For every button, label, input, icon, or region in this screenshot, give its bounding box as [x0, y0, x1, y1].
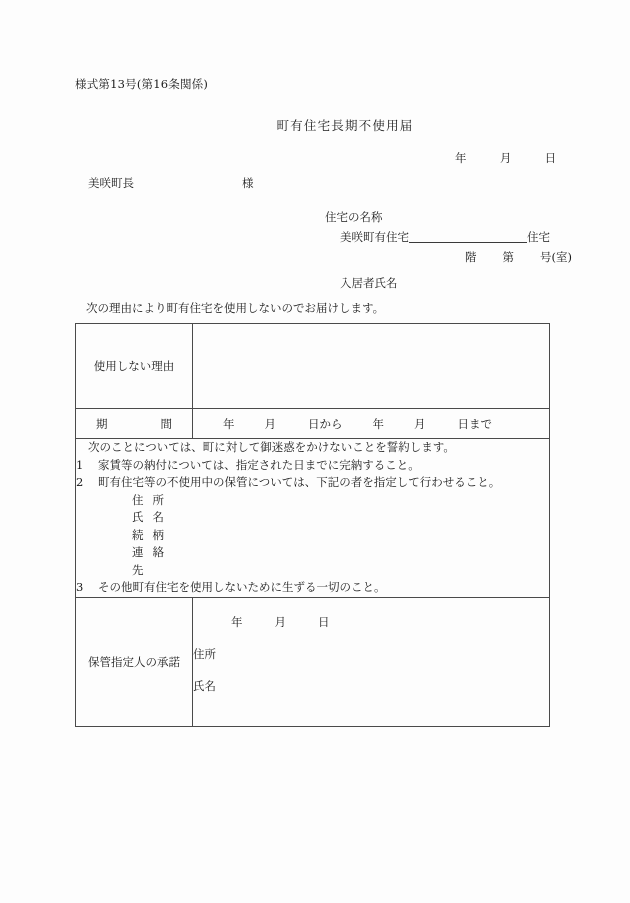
- page-title: 町有住宅長期不使用届: [276, 118, 414, 133]
- pledge-item-3-number: 3: [76, 580, 84, 594]
- form-table: [75, 323, 550, 727]
- housing-info-block: [325, 207, 572, 293]
- reason-input[interactable]: [193, 324, 550, 409]
- housing-name-label: 住宅の名称: [325, 210, 383, 224]
- pledge-block: [76, 439, 550, 598]
- form-code: 様式第13号(第16条関係): [75, 77, 209, 91]
- period-start-month-label: 月: [264, 416, 276, 431]
- pledge-subfield-name-label: 氏名: [132, 510, 164, 524]
- pledge-item-1-number: 1: [76, 457, 84, 472]
- consent-body: [193, 597, 550, 726]
- unit-number-suffix: 号(室): [540, 250, 572, 264]
- housing-unit-row: [443, 247, 572, 267]
- pledge-item-2-text: 町有住宅等の不使用中の保管については、下記の者を指定して行わせること。: [98, 475, 501, 489]
- date-day-label: 日: [544, 151, 557, 165]
- table-row-pledge: [76, 439, 550, 598]
- pledge-subfield-address[interactable]: [76, 492, 549, 510]
- reason-label: 使用しない理由: [76, 324, 193, 409]
- submission-date-line: [455, 150, 556, 166]
- housing-name-input[interactable]: [409, 242, 527, 243]
- intro-sentence: 次の理由により町有住宅を使用しないのでお届けします。: [86, 301, 385, 315]
- consent-name-label: 氏名: [193, 678, 216, 693]
- pledge-subfield-contact-label: 連絡先: [132, 545, 164, 577]
- period-start-year-label: 年: [223, 416, 235, 431]
- consent-name-row[interactable]: [193, 678, 549, 694]
- occupant-name-label: 入居者氏名: [340, 276, 398, 290]
- pledge-subfield-relation[interactable]: [76, 527, 549, 545]
- period-dates-cell[interactable]: [193, 409, 550, 439]
- period-label-text: 期間: [96, 416, 172, 431]
- pledge-item-1-text: 家賃等の納付については、指定された日までに完納すること。: [98, 457, 420, 472]
- consent-label: 保管指定人の承諾: [76, 597, 193, 726]
- table-row-reason: [76, 324, 550, 409]
- consent-date-month-label: 月: [274, 614, 286, 629]
- pledge-subfield-contact[interactable]: [76, 544, 549, 579]
- table-row-consent: [76, 597, 550, 726]
- date-year-label: 年: [455, 151, 467, 165]
- pledge-item-3-text: その他町有住宅を使用しないために生ずる一切のこと。: [98, 580, 386, 594]
- addressee-honorific: 様: [242, 176, 254, 190]
- addressee-line: [88, 175, 254, 191]
- period-start-day-label: 日から: [308, 416, 343, 431]
- housing-name-prefix: 美咲町有住宅: [340, 230, 409, 244]
- period-end-year-label: 年: [372, 416, 384, 431]
- date-month-label: 月: [499, 151, 512, 165]
- pledge-subfield-relation-label: 続柄: [132, 527, 164, 542]
- consent-address-label: 住所: [193, 646, 216, 661]
- pledge-subfield-address-label: 住所: [132, 492, 164, 507]
- pledge-subfield-name[interactable]: [76, 509, 549, 527]
- table-row-period: [76, 409, 550, 439]
- pledge-lead: 次のことについては、町に対して御迷惑をかけないことを誓約します。: [88, 440, 455, 454]
- period-end-day-label: 日まで: [457, 416, 492, 431]
- housing-name-suffix: 住宅: [527, 230, 550, 244]
- consent-date-line: [193, 614, 549, 630]
- pledge-item-1: [76, 457, 549, 475]
- pledge-item-3: [76, 579, 549, 597]
- unit-floor-label: 階: [465, 250, 477, 264]
- housing-name-row: [340, 227, 572, 247]
- consent-address-row[interactable]: [193, 646, 549, 662]
- consent-date-year-label: 年: [231, 614, 243, 629]
- period-label: [76, 409, 193, 439]
- consent-date-day-label: 日: [318, 614, 330, 629]
- period-end-month-label: 月: [414, 416, 426, 431]
- addressee-office: 美咲町長: [88, 176, 134, 190]
- unit-number-prefix: 第: [502, 250, 514, 264]
- pledge-item-2: [76, 474, 549, 492]
- pledge-item-2-number: 2: [76, 475, 84, 489]
